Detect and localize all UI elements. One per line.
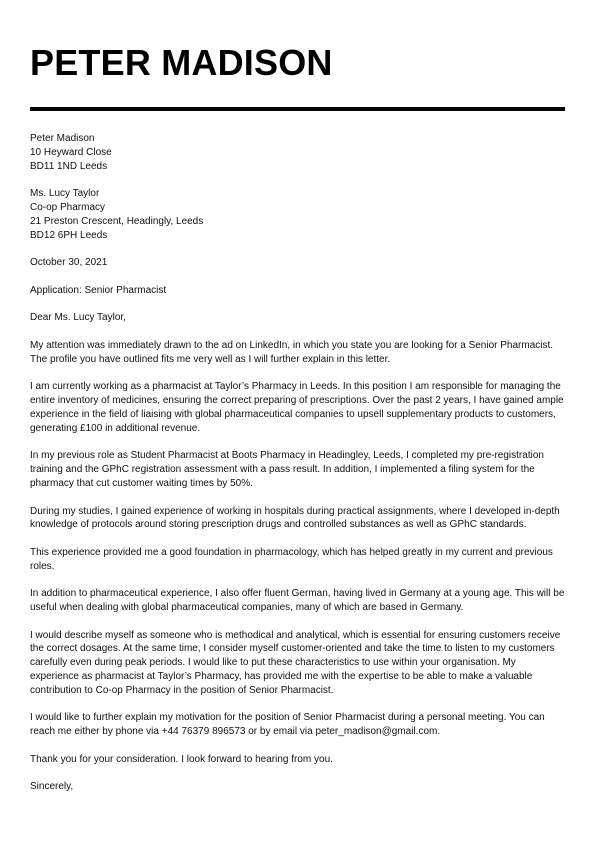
body-paragraph: My attention was immediately drawn to the ad on LinkedIn, in which you state you are looking for a Senior Pharmacist. The profile you have outlined fits me very well as I will further explain in this letter. bbox=[30, 339, 554, 365]
letter-salutation: Dear Ms. Lucy Taylor, bbox=[30, 312, 126, 324]
body-paragraph: Thank you for your consideration. I look forward to hearing from you. bbox=[30, 753, 333, 765]
letter-subject: Application: Senior Pharmacist bbox=[30, 284, 167, 296]
body-paragraph: During my studies, I gained experience of working in hospitals during practical assignments, where I developed in-depth knowledge of protocols around storing prescription drugs and controlled substances as well as GPhC standards. bbox=[30, 505, 560, 531]
applicant-name-heading: PETER MADISON bbox=[30, 42, 333, 83]
body-paragraph: In my previous role as Student Pharmacist at Boots Pharmacy in Headingley, Leeds, I completed my pre-registration training and the GPhC registration assessment with a pass result. In addition, I implemented a filing system for the pharmacy that cut customer waiting times by 50%. bbox=[30, 450, 544, 489]
letter-closing: Sincerely, bbox=[30, 781, 74, 793]
recipient-company: Co-op Pharmacy bbox=[30, 201, 106, 213]
body-paragraph: I would like to further explain my motivation for the position of Senior Pharmacist during a personal meeting. You can reach me either by phone via +44 76379 896573 or by email via peter_madison@gmail.com. bbox=[30, 712, 545, 738]
sender-name: Peter Madison bbox=[30, 133, 95, 144]
letter-body bbox=[30, 132, 566, 808]
sender-street: 10 Heyward Close bbox=[30, 146, 112, 158]
sender-city: BD11 1ND Leeds bbox=[30, 160, 108, 172]
body-paragraph: In addition to pharmaceutical experience, I also offer fluent German, having lived in Germany at a young age. This will be useful when dealing with global pharmaceutical companies, many of which are based in Germany. bbox=[30, 588, 565, 614]
recipient-street: 21 Preston Crescent, Headingly, Leeds bbox=[30, 215, 204, 227]
header-divider bbox=[30, 107, 565, 111]
recipient-city: BD12 6PH Leeds bbox=[30, 229, 108, 241]
body-paragraph: I would describe myself as someone who is methodical and analytical, which is essential for ensuring customers receive the correct dosages. At the same time, I consider myself customer-oriented and take the time to listen to my customers carefully even during peak periods. I would like to put these characteristics to use within your organisation. My experience as pharmacist at Taylor’s Pharmacy, has provided me with the expertise to be able to make a valuable contribution to Co-op Pharmacy in the position of Senior Pharmacist. bbox=[30, 629, 561, 696]
letter-date: October 30, 2021 bbox=[30, 257, 108, 269]
recipient-name: Ms. Lucy Taylor bbox=[30, 188, 100, 200]
body-paragraph: I am currently working as a pharmacist at Taylor’s Pharmacy in Leeds. In this position I am responsible for managing the entire inventory of medicines, ensuring the correct preparing of prescriptions. Over the past 2 years, I have gained ample experience in the field of liaising with global pharmaceutical companies to upsell supplementary products to customers, generating £100 in additional revenue. bbox=[30, 381, 564, 434]
sender-address bbox=[30, 132, 566, 173]
body-paragraph: This experience provided me a good foundation in pharmacology, which has helped greatly in my current and previous roles. bbox=[30, 546, 553, 572]
recipient-address bbox=[30, 187, 566, 242]
